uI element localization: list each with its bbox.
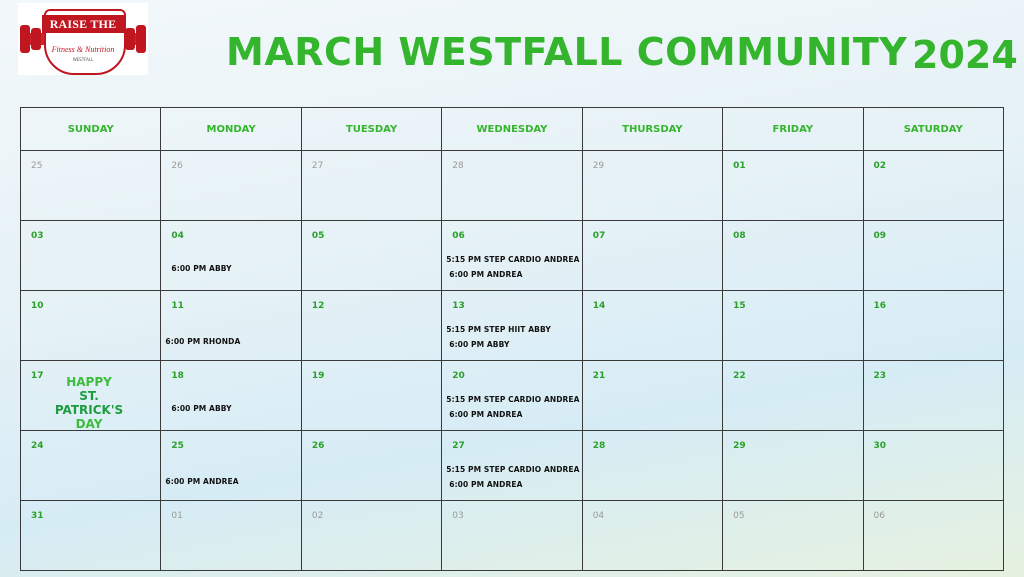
day-number: 01: [171, 511, 183, 521]
calendar-week-row: [21, 361, 1004, 431]
class-event: 6:00 PM ABBY: [449, 340, 510, 349]
day-number: 29: [733, 441, 746, 451]
calendar-day-cell: [582, 431, 722, 501]
badge-line1: HAPPY: [66, 375, 112, 389]
day-number: 03: [31, 231, 44, 241]
badge-line2: ST. PATRICK'S: [54, 389, 124, 417]
calendar-day-cell: [21, 501, 161, 571]
calendar-day-cell: [863, 221, 1003, 291]
calendar-day-cell: [582, 501, 722, 571]
day-number: 20: [452, 371, 465, 381]
calendar-day-cell: [301, 221, 441, 291]
calendar-day-cell: [21, 151, 161, 221]
page-title: MARCH WESTFALL COMMUNITY: [226, 30, 908, 74]
weekday-sunday: SUNDAY: [21, 108, 161, 151]
day-number: 13: [452, 301, 465, 311]
day-number: 23: [873, 371, 887, 381]
day-number: 04: [171, 231, 184, 241]
calendar-grid: [20, 107, 1004, 571]
day-number: 12: [311, 301, 325, 311]
page-year: 2024: [912, 33, 1018, 77]
day-number: 10: [31, 301, 44, 311]
day-number: 27: [452, 441, 465, 451]
day-number: 28: [452, 161, 464, 171]
day-number: 30: [873, 441, 887, 451]
calendar-day-cell: [301, 501, 441, 571]
class-event: 6:00 PM ABBY: [171, 264, 232, 273]
calendar-day-cell: [21, 361, 161, 431]
day-number: 07: [592, 231, 606, 241]
calendar-week-row: [21, 501, 1004, 571]
calendar-day-cell: [442, 431, 582, 501]
calendar-day-cell: [161, 501, 301, 571]
day-number: 06: [452, 231, 465, 241]
calendar-week-row: [21, 291, 1004, 361]
calendar-day-cell: [161, 221, 301, 291]
weekday-tuesday: TUESDAY: [301, 108, 441, 151]
badge-line3: DAY: [75, 417, 103, 431]
day-number: 04: [592, 511, 605, 521]
day-number: 22: [733, 371, 746, 381]
calendar-day-cell: [161, 361, 301, 431]
class-event: 6:00 PM ANDREA: [165, 477, 239, 486]
calendar-day-cell: [723, 431, 863, 501]
day-number: 28: [592, 441, 606, 451]
calendar-week-row: [21, 221, 1004, 291]
day-number: 21: [592, 371, 606, 381]
day-number: 03: [452, 511, 464, 521]
day-number: 24: [31, 441, 44, 451]
class-event: 6:00 PM ABBY: [171, 404, 232, 413]
weekday-thursday: THURSDAY: [582, 108, 722, 151]
class-event: 5:15 PM STEP CARDIO ANDREA: [446, 395, 580, 404]
logo-name: RAISE THE BAR: [42, 15, 124, 33]
calendar-day-cell: [863, 291, 1003, 361]
day-number: 31: [31, 511, 44, 521]
day-number: 09: [873, 231, 887, 241]
day-number: 25: [171, 441, 184, 451]
gym-logo: [18, 3, 148, 75]
day-number: 05: [733, 511, 745, 521]
logo-tagline: WESTFALL: [72, 57, 94, 62]
day-number: 01: [733, 161, 746, 171]
calendar-day-cell: [442, 291, 582, 361]
day-number: 16: [873, 301, 887, 311]
calendar-day-cell: [863, 431, 1003, 501]
calendar-day-cell: [442, 221, 582, 291]
weekday-saturday: SATURDAY: [863, 108, 1003, 151]
class-event: 6:00 PM RHONDA: [165, 337, 241, 346]
weekday-monday: MONDAY: [161, 108, 301, 151]
calendar-day-cell: [301, 431, 441, 501]
calendar-day-cell: [582, 221, 722, 291]
day-number: 17: [31, 371, 44, 381]
day-number: 18: [171, 371, 184, 381]
calendar-day-cell: [582, 291, 722, 361]
calendar-day-cell: [723, 501, 863, 571]
class-event: 6:00 PM ANDREA: [449, 270, 523, 279]
calendar-day-cell: [723, 151, 863, 221]
day-number: 25: [31, 161, 43, 171]
calendar-day-cell: [161, 291, 301, 361]
calendar-day-cell: [21, 431, 161, 501]
calendar-day-cell: [723, 221, 863, 291]
calendar-day-cell: [161, 151, 301, 221]
day-number: 02: [311, 511, 324, 521]
day-number: 11: [171, 301, 184, 311]
class-event: 5:15 PM STEP CARDIO ANDREA: [446, 465, 580, 474]
calendar-day-cell: [582, 151, 722, 221]
day-number: 14: [592, 301, 606, 311]
weekday-header-row: [21, 108, 1004, 151]
day-number: 29: [592, 161, 605, 171]
day-number: 27: [311, 161, 324, 171]
calendar-day-cell: [301, 291, 441, 361]
calendar-day-cell: [863, 361, 1003, 431]
st-patricks-badge: [47, 375, 131, 431]
calendar-day-cell: [442, 361, 582, 431]
calendar-week-row: [21, 151, 1004, 221]
day-number: 26: [311, 441, 325, 451]
day-number: 08: [733, 231, 746, 241]
day-number: 05: [311, 231, 325, 241]
calendar-day-cell: [723, 291, 863, 361]
class-event: 5:15 PM STEP HIIT ABBY: [446, 325, 551, 334]
calendar-day-cell: [863, 151, 1003, 221]
calendar-day-cell: [161, 431, 301, 501]
calendar-day-cell: [723, 361, 863, 431]
calendar-day-cell: [21, 291, 161, 361]
calendar-day-cell: [863, 501, 1003, 571]
calendar-day-cell: [21, 221, 161, 291]
day-number: 19: [311, 371, 325, 381]
calendar-day-cell: [301, 361, 441, 431]
weekday-friday: FRIDAY: [723, 108, 863, 151]
calendar-week-row: [21, 431, 1004, 501]
day-number: 06: [873, 511, 885, 521]
calendar-day-cell: [442, 151, 582, 221]
calendar-day-cell: [582, 361, 722, 431]
calendar-day-cell: [442, 501, 582, 571]
class-event: 5:15 PM STEP CARDIO ANDREA: [446, 255, 580, 264]
weekday-wednesday: WEDNESDAY: [442, 108, 582, 151]
day-number: 26: [171, 161, 183, 171]
class-event: 6:00 PM ANDREA: [449, 410, 523, 419]
class-event: 6:00 PM ANDREA: [449, 480, 523, 489]
logo-subtitle: Fitness & Nutrition: [51, 45, 115, 54]
calendar-day-cell: [301, 151, 441, 221]
day-number: 02: [873, 161, 887, 171]
day-number: 15: [733, 301, 746, 311]
